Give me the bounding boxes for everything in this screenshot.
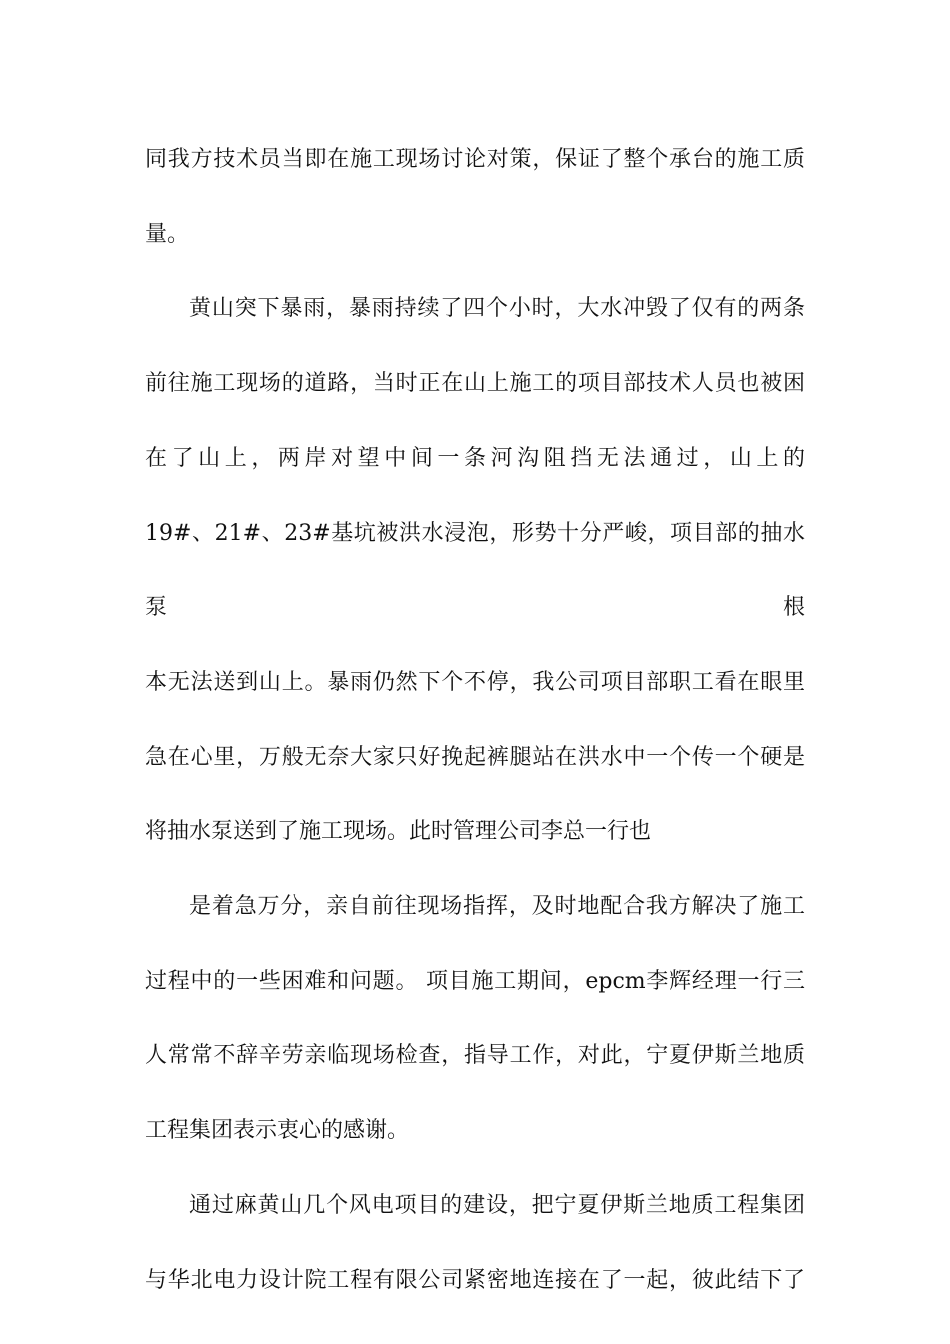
text-line: 前往施工现场的道路，当时正在山上施工的项目部技术人员也被困 [145,371,805,397]
text-line: 黄山突下暴雨，暴雨持续了四个小时，大水冲毁了仅有的两条 [189,296,805,322]
text-line: 通过麻黄山几个风电项目的建设，把宁夏伊斯兰地质工程集团 [189,1192,805,1218]
text-line: 19#、21#、23#基坑被洪水浸泡，形势十分严峻，项目部的抽水泵根 [145,520,805,621]
paragraph-1 [145,123,805,272]
text-line: 本无法送到山上。暴雨仍然下个不停，我公司项目部职工看在眼里 [145,669,805,695]
paragraph-3 [145,870,805,1169]
text-line: 工程集团表示衷心的感谢。 [145,1118,410,1144]
text-line: 过程中的一些困难和问题。 项目施工期间，epcm李辉经理一行三 [145,968,805,994]
document-body [145,123,805,1318]
text-line: 将抽水泵送到了施工现场。此时管理公司李总一行也 [145,819,652,845]
paragraph-4 [145,1169,805,1318]
text-line: 人常常不辞辛劳亲临现场检查，指导工作，对此，宁夏伊斯兰地质 [145,1043,805,1069]
paragraph-2 [145,272,805,870]
text-line: 同我方技术员当即在施工现场讨论对策，保证了整个承台的施工质 [145,147,805,172]
text-line: 在了山上，两岸对望中间一条河沟阻挡无法通过，山上的 [145,445,805,471]
text-line: 急在心里，万般无奈大家只好挽起裤腿站在洪水中一个传一个硬是 [145,744,805,770]
text-line: 是着急万分，亲自前往现场指挥，及时地配合我方解决了施工 [189,894,805,920]
text-line: 量。 [145,221,190,247]
text-line: 与华北电力设计院工程有限公司紧密地连接在了一起，彼此结下了 [145,1267,805,1293]
